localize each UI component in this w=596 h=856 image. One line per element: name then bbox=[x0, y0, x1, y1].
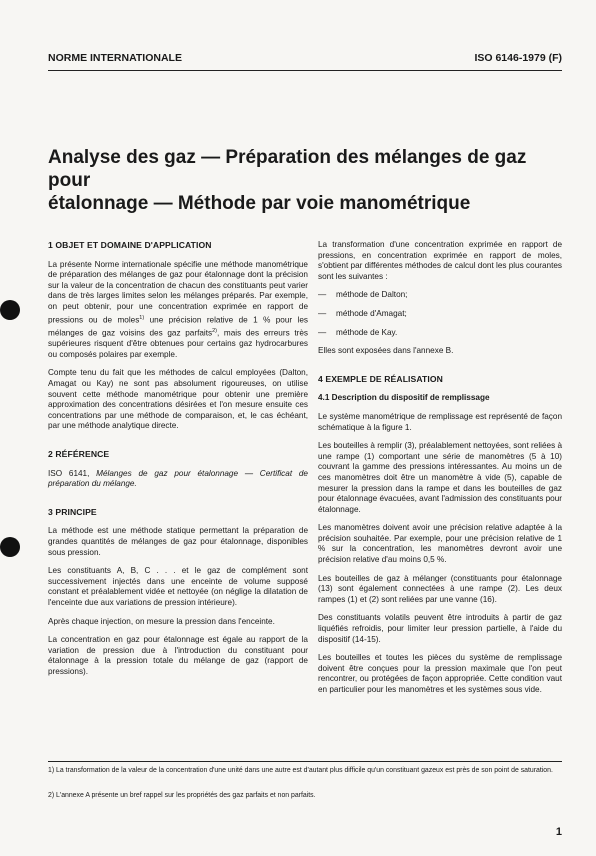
header-standard-number: ISO 6146-1979 (F) bbox=[474, 52, 562, 64]
subsection-heading: 4.1 Description du dispositif de remplissage bbox=[318, 393, 490, 403]
footnote-ref: 2) bbox=[212, 327, 217, 334]
right-column bbox=[318, 240, 562, 704]
reference-code: ISO 6141, bbox=[48, 468, 97, 478]
paragraph: Les bouteilles et toutes les pièces du système de remplissage doivent être conçues pour la pression maximale que l'on peut rencontrer, ou protégées de façon appropriée. Cette condition vaut en particulier pour les manomètres et les systèmes sous vide. bbox=[318, 653, 562, 694]
binder-punch-hole bbox=[0, 537, 20, 557]
paragraph: Les manomètres doivent avoir une précision relative adaptée à la précision souhaitée. Par exemple, pour une précision relative de 1 % sur la concentration, les manomètres devront avoir une précision relative d'au moins 0,5 %. bbox=[318, 523, 562, 565]
list-item bbox=[318, 309, 562, 320]
section-heading: 1 OBJET ET DOMAINE D'APPLICATION bbox=[48, 240, 212, 250]
paragraph: Le système manométrique de remplissage est représenté de façon schématique à la figure 1. bbox=[318, 411, 562, 432]
document-title bbox=[48, 146, 568, 215]
section-heading: 4 EXEMPLE DE RÉALISATION bbox=[318, 373, 443, 384]
list-text: méthode de Dalton; bbox=[336, 290, 408, 300]
section-heading: 3 PRINCIPE bbox=[48, 506, 97, 517]
page-number: 1 bbox=[555, 826, 562, 838]
reference-title: Mélanges de gaz pour étalonnage — Certificat de préparation du mélange. bbox=[48, 468, 308, 489]
text-span: La présente Norme internationale spécifie une méthode manométrique de préparation des mélanges de gaz pour étalonnage dont la précision sur la valeur de la concentration de chacun des constituants peut varier dans de très larges limites selon les mélanges préparés. Par exemple, on peut obtenir, pour une concentration exprimée en rapport de pressions ou de moles bbox=[48, 259, 308, 325]
list-text: méthode de Kay. bbox=[336, 327, 398, 337]
footnote-2: 2) L'annexe A présente un bref rappel sur les propriétés des gaz parfaits et non parfaits. bbox=[48, 792, 316, 799]
footnote-ref: 1) bbox=[139, 314, 145, 321]
paragraph bbox=[48, 260, 308, 361]
section-heading: 2 RÉFÉRENCE bbox=[48, 448, 110, 459]
paragraph: Les bouteilles de gaz à mélanger (constituants pour étalonnage (13) sont également connectées à une rampe (2). Les deux rampes (1) et (2) sont reliées par une vanne (16). bbox=[318, 573, 562, 604]
paragraph: La concentration en gaz pour étalonnage est égale au rapport de la variation de pression due à l'introduction du constituant pour étalonnage à la pression totale du mélange de gaz (rapport de pressions). bbox=[48, 635, 308, 676]
paragraph: Des constituants volatils peuvent être introduits à partir de gaz liquéfiés refroidis, pour limiter leur pression partielle, à l'aide du dispositif (14-15). bbox=[318, 613, 562, 644]
reference-entry bbox=[48, 469, 308, 490]
paragraph: Compte tenu du fait que les méthodes de calcul employées (Dalton, Amagat ou Kay) ne sont pas absolument rigoureuses, on utilise souvent cette méthode manométrique pour obtenir une première approximation des concentrations désirées et l'on mesure ensuite ces concentrations par une méthode de comparaison, et, le cas échéant, par une méthode analytique directe. bbox=[48, 368, 308, 431]
header-rule bbox=[48, 70, 562, 71]
paragraph: La transformation d'une concentration exprimée en rapport de pressions, en concentration exprimée en rapport de moles, s'obtient par différentes méthodes de calcul dont les plus courantes sont les suivantes : bbox=[318, 240, 563, 281]
method-list bbox=[318, 290, 562, 338]
footnote-rule bbox=[48, 761, 562, 762]
list-item bbox=[318, 290, 562, 301]
paragraph: Les constituants A, B, C . . . et le gaz de complément sont successivement injectés dans une enceinte de volume supposé constant et préalablement vidée et nettoyée (on néglige la dilatation de l'enceinte due aux variations de pression intérieure). bbox=[48, 566, 308, 607]
list-dash: — bbox=[318, 290, 327, 300]
text-span: une précision relative de 1 % pour les mélanges de gaz voisins des gaz parfaits bbox=[48, 315, 308, 338]
binder-punch-hole bbox=[0, 300, 20, 320]
list-dash: — bbox=[318, 308, 327, 318]
list-text: méthode d'Amagat; bbox=[336, 308, 407, 318]
footnote-1: 1) La transformation de la valeur de la concentration d'une unité dans une autre est d'autant plus difficile qu'un constituant gazeux est près de son point de saturation. bbox=[48, 767, 553, 774]
list-item bbox=[318, 328, 562, 339]
list-dash: — bbox=[318, 327, 327, 337]
text-span: , mais des erreurs très supérieures risquent d'être obtenues pour certains gaz hydrocarbures ou composés polaires par exemple. bbox=[48, 328, 308, 359]
title-line-1: Analyse des gaz — Préparation des mélanges de gaz pour bbox=[48, 147, 527, 191]
paragraph: Après chaque injection, on mesure la pression dans l'enceinte. bbox=[48, 616, 275, 626]
paragraph: Elles sont exposées dans l'annexe B. bbox=[318, 346, 454, 356]
running-header bbox=[48, 52, 562, 66]
paragraph: Les bouteilles à remplir (3), préalablement nettoyées, sont reliées à une rampe (1) comportant une série de manomètres (5 à 10) couvrant la gamme des pressions intéressantes. Au moins un de ces manomètres doit être un manomètre à vide (5), capable de mesurer la pression dans la rampe et dans les bouteilles de gaz pour étalonnage évacuées, avant l'admission des constituants pour étalonnage. bbox=[318, 441, 562, 514]
title-line-2: étalonnage — Méthode par voie manométrique bbox=[48, 193, 471, 214]
left-column bbox=[48, 240, 308, 685]
paragraph: La méthode est une méthode statique permettant la préparation de grandes quantités de mélanges de gaz pour étalonnage, disponibles sous pression. bbox=[48, 526, 308, 557]
header-standard-type: NORME INTERNATIONALE bbox=[48, 52, 182, 64]
